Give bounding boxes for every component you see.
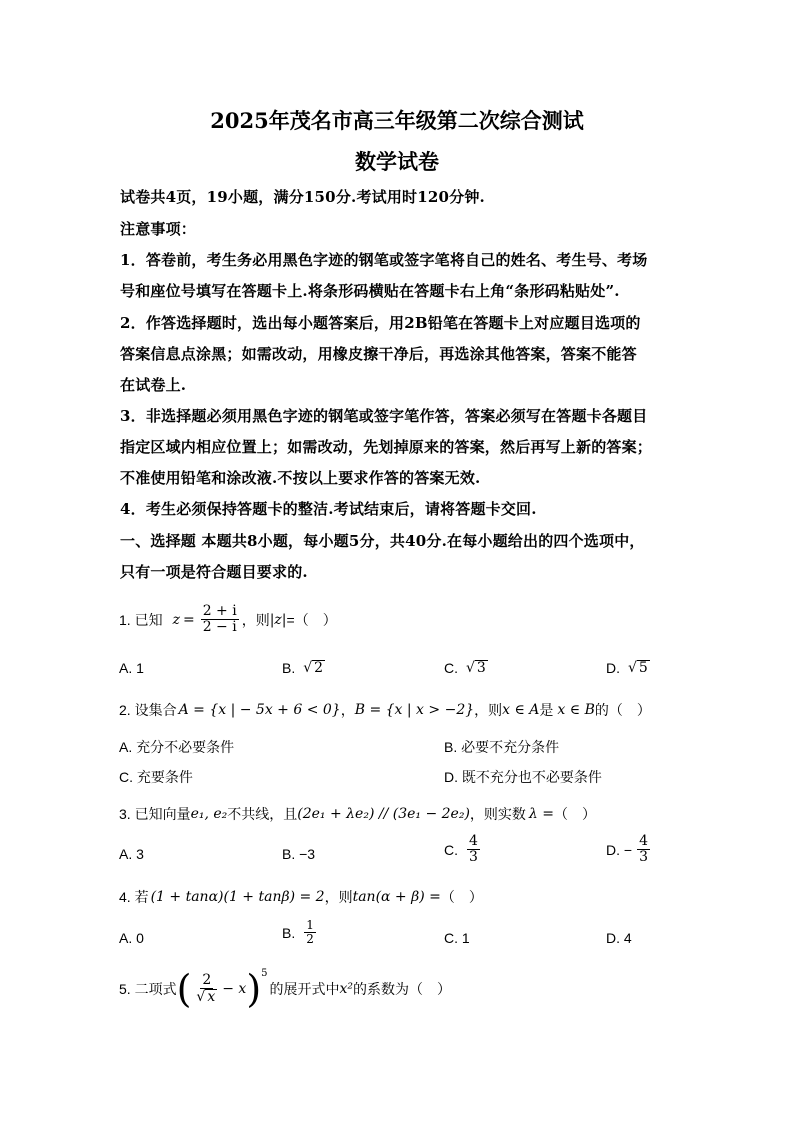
q1-z: z [172,611,180,628]
q1-eq: = [182,611,195,628]
option-label: D. − [606,841,633,858]
notice-line: 答案信息点涂黑；如需改动，用橡皮擦干净后，再选涂其他答案，答案不能答 [120,345,637,363]
q2-option-a[interactable]: A. 充分不必要条件 [119,739,235,755]
left-paren: ( [176,967,192,1011]
option-label: C. [444,841,458,858]
q5-prefix: 5. 二项式 [119,981,177,997]
radicand: 5 [638,660,648,676]
q1-prefix: 1. 已知 [119,611,163,628]
q2-cond2: x ∈ B [557,702,595,718]
q1-fraction [201,604,239,636]
q1-denominator: 2 − i [202,619,237,636]
q5-exponent: 5 [261,968,268,979]
notice-line: 2．作答选择题时，选出每小题答案后，用2B铅笔在答题卡上对应题目选项的 [120,314,641,332]
q4-option-b[interactable] [282,919,319,946]
notice-line: 指定区域内相应位置上；如需改动，先划掉原来的答案，然后再写上新的答案； [120,438,653,456]
q2-set-a: A = {x | − 5x + 6 < 0} [178,702,341,718]
q1-mid: ，则 [241,611,270,628]
option-label: B. [282,660,296,677]
q3-option-d[interactable] [606,834,653,866]
q5-suffix: 的系数为（ ） [353,981,452,997]
q3-option-a[interactable]: A. 3 [119,846,144,862]
q1-option-b[interactable] [282,660,325,676]
numerator: 4 [469,833,478,849]
sqrt: √ 5 [628,660,648,677]
q5-term: x² [339,981,354,997]
sqrt: √ 2 [303,660,324,677]
q3-mid1: 不共线，且 [227,806,298,822]
q2-is: 是 [539,702,554,718]
q2-option-c[interactable]: C. 充要条件 [119,769,193,785]
q3-expression: (2e₁ + λe₂) // (3e₁ − 2e₂) [297,806,470,822]
q4-target: tan(α + β) = [352,889,441,905]
q4-option-a[interactable]: A. 0 [119,930,144,946]
right-paren: ) [246,967,262,1011]
intro-text: 试卷共4页，19小题，满分150分.考试用时120分钟. [120,188,485,206]
notice-heading: 注意事项： [120,220,197,238]
q1-option-a[interactable]: A. 1 [119,660,144,676]
question-4 [119,887,483,907]
q1-absz: |z| [269,611,287,628]
q2-option-d[interactable]: D. 既不充分也不必要条件 [444,769,602,785]
q1-numerator: 2 + i [202,603,237,619]
q2-cond1: x ∈ A [502,702,540,718]
question-3 [119,804,596,824]
q4-prefix: 4. 若 [119,889,149,905]
denominator: 2 [306,932,314,947]
radicand: 2 [314,660,324,676]
q2-prefix: 2. 设集合 [119,702,177,718]
question-1 [119,604,337,636]
q4-mid: ，则 [324,889,353,905]
denominator: 3 [469,849,478,866]
fraction [637,834,650,866]
q5-numerator: 2 [202,971,212,988]
q2-set-b: B = {x | x > −2} [354,702,475,718]
option-label: D. [606,660,620,677]
notice-line: 在试卷上. [120,376,187,394]
q2-sep: ， [340,702,355,718]
notice-line: 4．考生必须保持答题卡的整洁.考试结束后，请将答题卡交回. [120,500,537,518]
q3-prefix: 3. 已知向量 [119,806,191,822]
option-label: B. [282,924,296,941]
question-5 [119,967,452,1011]
q4-option-d[interactable]: D. 4 [606,930,632,946]
q4-option-c[interactable]: C. 1 [444,930,470,946]
section-heading: 一、选择题 本题共8小题，每小题5分，共40分.在每小题给出的四个选项中， [120,532,645,550]
page-title: 2025年茂名市高三年级第二次综合测试 [210,108,584,133]
notice-line: 号和座位号填写在答题卡上.将条形码横贴在答题卡右上角“条形码粘贴处”. [120,282,620,300]
q3-mid2: ，则实数 [469,806,526,822]
notice-line: 不准使用铅笔和涂改液.不按以上要求作答的答案无效. [120,469,481,487]
sqrt: √ x [196,988,216,1005]
sqrt: √ 3 [466,660,486,677]
numerator: 4 [639,833,648,849]
q1-suffix: =（ ） [286,611,337,628]
q3-lambda: λ = [528,806,554,822]
q3-option-c[interactable] [444,834,483,866]
page-subtitle: 数学试卷 [355,149,439,174]
q5-fraction [194,973,219,1006]
q5-mid: 的展开式中 [269,981,340,997]
radicand: 3 [476,660,486,676]
question-2 [119,700,651,720]
q2-mid: ，则 [474,702,503,718]
denominator: 3 [639,849,648,866]
numerator: 1 [306,918,314,932]
q5-minus: − x [222,981,247,997]
q4-suffix: （ ） [440,889,483,905]
section-heading: 只有一项是符合题目要求的. [120,563,308,581]
q1-option-d[interactable] [606,660,650,676]
notice-line: 1．答卷前，考生务必用黑色字迹的钢笔或签字笔将自己的姓名、考生号、考场 [120,251,648,269]
q4-expression: (1 + tanα)(1 + tanβ) = 2 [150,889,325,905]
fraction [304,919,316,946]
q1-option-c[interactable] [444,660,488,676]
q3-vectors: e₁, e₂ [190,806,228,822]
fraction [467,834,480,866]
q3-suffix: （ ） [553,806,596,822]
notice-line: 3．非选择题必须用黑色字迹的钢笔或签字笔作答，答案必须写在答题卡各题目 [120,407,648,425]
q2-option-b[interactable]: B. 必要不充分条件 [444,739,560,755]
radicand: x [207,989,216,1005]
option-label: C. [444,660,458,677]
q2-suffix: 的（ ） [594,702,651,718]
q5-denominator [194,989,219,1005]
q3-option-b[interactable]: B. −3 [282,846,316,862]
